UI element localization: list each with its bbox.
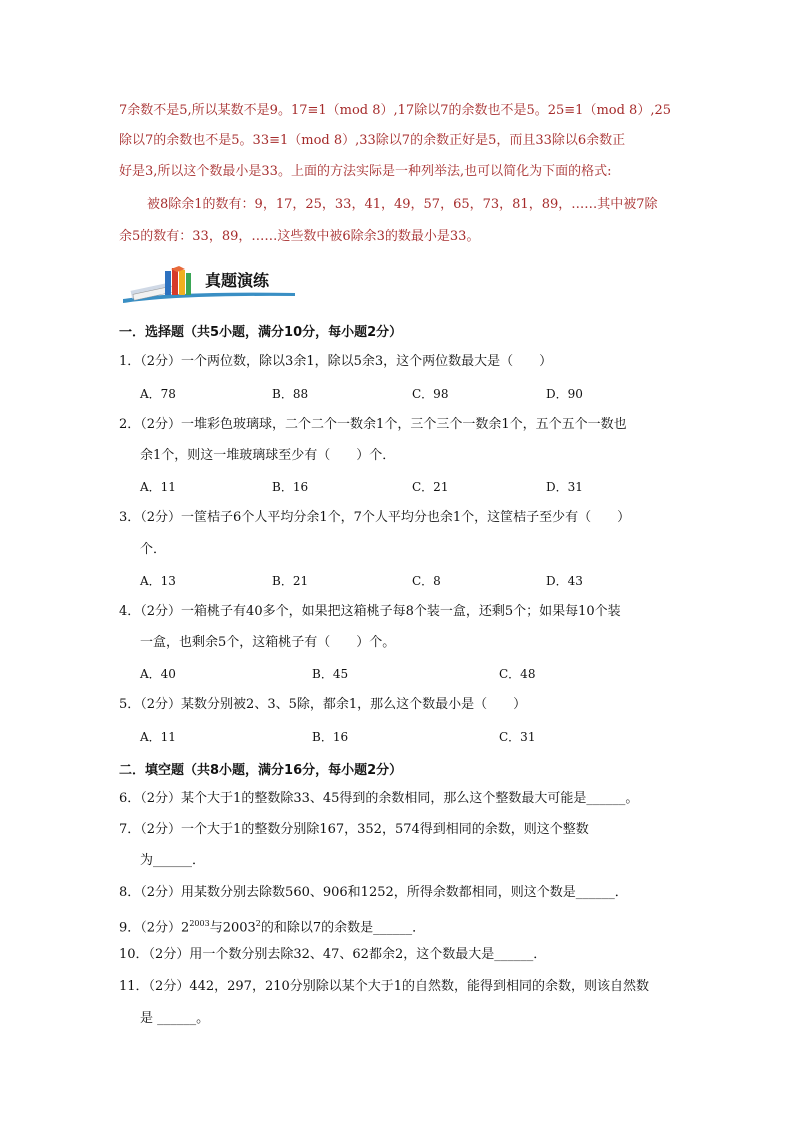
intro-line-1: 7余数不是5,所以某数不是9。17≡1（mod 8）,17除以7的余数也不是5。25≡1（mod 8）,25: [119, 103, 672, 118]
question-8: 8．（2分）用某数分别去除数560、906和1252，所得余数都相同，则这个数是______．: [119, 885, 628, 900]
question-9-exponent-2: 2: [255, 919, 261, 928]
option-d: D．90: [546, 387, 583, 401]
question-4-line-1: 4．（2分）一箱桃子有40多个，如果把这箱桃子每8个装一盒，还剩5个；如果每10个装: [119, 604, 621, 619]
question-7-line-2: 为______．: [140, 853, 206, 868]
section-2-heading: 二．填空题（共8小题，满分16分，每小题2分）: [119, 763, 403, 778]
intro-line-4: 被8除余1的数有：9，17，25，33，41，49，57，65，73，81，89，……其中被7除: [147, 197, 658, 212]
question-9-part-c: 的和除以7的余数是______．: [260, 920, 426, 936]
question-3-line-1: 3．（2分）一筐桔子6个人平均分余1个，7个人平均分也余1个，这筐桔子至少有（ ）: [119, 510, 631, 525]
section-1-heading: 一．选择题（共5小题，满分10分，每小题2分）: [119, 325, 403, 340]
option-a: A．13: [140, 574, 176, 588]
intro-line-3: 好是3,所以这个数最小是33。上面的方法实际是一种列举法,也可以简化为下面的格式:: [119, 164, 612, 179]
question-5: 5．（2分）某数分别被2、3、5除，都余1，那么这个数最小是（ ）: [119, 697, 527, 712]
option-c: C．98: [412, 387, 449, 401]
option-b: B．21: [272, 574, 309, 588]
banner-title: 真题演练: [205, 271, 270, 290]
option-c: C．31: [499, 730, 536, 744]
question-9: [119, 915, 425, 937]
option-a: A．11: [140, 480, 176, 494]
question-3-line-2: 个．: [140, 542, 167, 557]
option-b: B．88: [272, 387, 309, 401]
option-c: C．8: [412, 574, 441, 588]
option-c: C．21: [412, 480, 449, 494]
question-9-exponent-1: 2003: [189, 919, 210, 928]
question-9-part-a: 9．（2分）2: [119, 920, 190, 936]
question-2-line-2: 余1个，则这一堆玻璃球至少有（ ）个．: [140, 448, 396, 463]
question-9-part-b: 与2003: [209, 920, 256, 936]
option-a: A．40: [140, 667, 176, 681]
option-b: B．45: [312, 667, 349, 681]
question-4-line-2: 一盒，也剩余5个，这箱桃子有（ ）个。: [140, 635, 396, 650]
question-11-line-1: 11．（2分）442，297，210分别除以某个大于1的自然数，能得到相同的余数，则该自然数: [119, 979, 650, 994]
intro-line-2: 除以7的余数也不是5。33≡1（mod 8）,33除以7的余数正好是5，而且33除以6余数正: [119, 133, 626, 148]
question-7-line-1: 7．（2分）一个大于1的整数分别除167，352，574得到相同的余数，则这个整数: [119, 822, 589, 837]
option-a: A．78: [140, 387, 176, 401]
option-d: D．43: [546, 574, 583, 588]
question-2-line-1: 2．（2分）一堆彩色玻璃球，二个二个一数余1个，三个三个一数余1个，五个五个一数也: [119, 417, 627, 432]
question-10: 10．（2分）用一个数分别去除32、47、62都余2，这个数最大是______．: [119, 947, 547, 962]
option-d: D．31: [546, 480, 583, 494]
option-b: B．16: [272, 480, 309, 494]
option-a: A．11: [140, 730, 176, 744]
question-11-line-2: 是 ______。: [140, 1011, 210, 1026]
option-c: C．48: [499, 667, 536, 681]
question-1: 1．（2分）一个两位数，除以3余1，除以5余3，这个两位数最大是（ ）: [119, 354, 553, 369]
question-6: 6．（2分）某个大于1的整数除33、45得到的余数相同，那么这个整数最大可能是______。: [119, 791, 639, 806]
intro-line-5: 余5的数有：33，89，……这些数中被6除余3的数最小是33。: [119, 229, 480, 244]
option-b: B．16: [312, 730, 349, 744]
